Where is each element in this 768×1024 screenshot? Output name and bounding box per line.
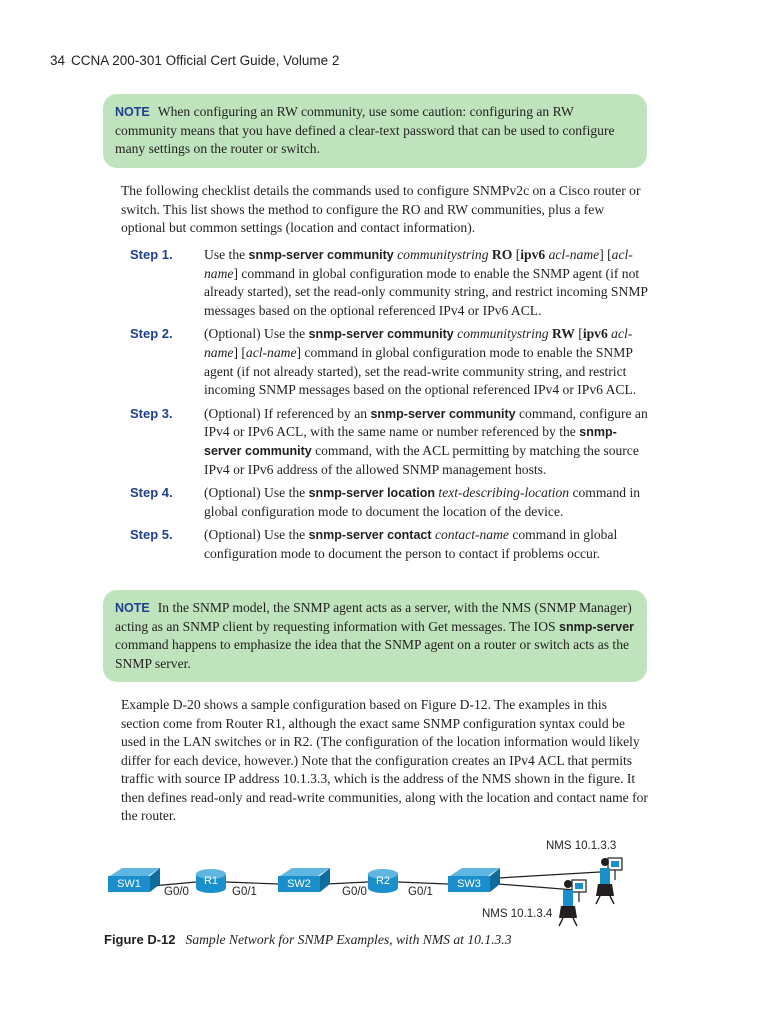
text-run: Use the xyxy=(204,247,249,262)
nms-workstation-icon-bottom xyxy=(559,880,586,926)
link-sw2-r2 xyxy=(326,882,368,884)
argument: text-describing-location xyxy=(438,485,570,501)
book-title: CCNA 200-301 Official Cert Guide, Volume 2 xyxy=(71,53,340,68)
text-run: ] command in global configuration mode to enable the SNMP agent (if not already started), set the read-only community string, and restrict incoming SNMP messages based on the optional referenced IPv4 or IPv6 ACL. xyxy=(204,265,648,318)
text-run: (Optional) Use the xyxy=(204,527,309,543)
keyword: ipv6 xyxy=(582,326,608,342)
interface-label-r1-g00: G0/0 xyxy=(164,886,189,898)
text-run: command, configure an IPv4 or IPv6 ACL, with the same name or number referenced by the xyxy=(204,405,648,440)
command: snmp-server community xyxy=(204,425,617,458)
device-label-r2: R2 xyxy=(375,875,391,887)
step-label: Step 2. xyxy=(130,326,173,342)
text-run: [ xyxy=(512,247,521,262)
link-r1-sw2 xyxy=(226,882,278,884)
argument: acl-name xyxy=(245,344,297,360)
page-header xyxy=(50,53,339,68)
link-sw3-nms-top xyxy=(498,872,600,878)
nms-label-bottom: NMS 10.1.3.4 xyxy=(482,908,553,920)
argument: communitystring xyxy=(457,326,549,342)
argument: communitystring xyxy=(397,247,489,262)
note-tag: NOTE xyxy=(115,105,150,119)
step-4 xyxy=(121,484,648,521)
note-text: When configuring an RW community, use some caution: configuring an RW community means that you have defined a clear-text password that can be used to configure many settings on the router or switch. xyxy=(115,104,615,156)
command: snmp-server xyxy=(559,619,635,634)
step-text xyxy=(204,325,648,399)
device-label-sw2: SW2 xyxy=(287,878,311,890)
text-run: command, with the ACL permitting by matching the source IPv4 or IPv6 address of the allowed SNMP management hosts. xyxy=(204,442,639,477)
nms-label-top: NMS 10.1.3.3 xyxy=(546,840,617,852)
command: snmp-server contact xyxy=(308,528,432,543)
note-tag: NOTE xyxy=(115,601,150,615)
command: snmp-server community xyxy=(308,327,454,342)
steps-list xyxy=(121,246,648,569)
network-figure xyxy=(100,838,660,934)
text-run: [ xyxy=(574,326,583,342)
command: snmp-server location xyxy=(308,486,436,501)
command: snmp-server community xyxy=(370,406,516,421)
example-paragraph: Example D-20 shows a sample configuration based on Figure D-12. The examples in this section come from Router R1, although the exact same SNMP configuration syntax could be used in the LAN switches or in R2. (The configuration of the location information would likely differ for each device, however.) Note that the configuration creates an IPv4 ACL that permits traffic with source IP address 10.1.3.3, which is the address of the NMS shown in the figure. It then defines read-only and read-write communities, along with the location and contact name for the router. xyxy=(121,697,648,823)
figure-title: Sample Network for SNMP Examples, with NMS at 10.1.3.3 xyxy=(185,932,512,947)
text-run: (Optional) If referenced by an xyxy=(204,405,371,421)
text-run: command happens to emphasize the idea that the SNMP agent on a router or switch acts as the SNMP server. xyxy=(115,637,630,671)
command: snmp-server community xyxy=(248,248,394,262)
step-1 xyxy=(121,246,648,320)
argument: contact-name xyxy=(434,527,509,543)
argument: acl-name xyxy=(204,247,633,281)
device-label-sw1: SW1 xyxy=(117,878,141,890)
step-label: Step 1. xyxy=(130,247,173,262)
keyword: RW xyxy=(551,326,575,342)
text-run: ] [ xyxy=(599,247,612,262)
text-run: (Optional) Use the xyxy=(204,326,309,342)
step-3 xyxy=(121,405,648,479)
text-run: command in global configuration mode to document the person to contact if problems occur. xyxy=(204,527,618,561)
argument: acl-name xyxy=(548,247,600,262)
note-snmp-model xyxy=(103,590,647,682)
argument: acl-name xyxy=(204,326,633,360)
figure-number: Figure D-12 xyxy=(104,932,176,947)
interface-label-r2-g01: G0/1 xyxy=(408,886,433,898)
step-text xyxy=(204,526,648,563)
text-run: ] command in global configuration mode to enable the SNMP agent (if not already started), set the read-write community string, and restrict incoming SNMP messages based on the optional referenced IPv4 or IPv6 ACL. xyxy=(204,344,637,398)
device-label-r1: R1 xyxy=(203,875,219,887)
step-text xyxy=(204,246,648,320)
text-run: command in global configuration mode to document the location of the device. xyxy=(204,485,641,519)
device-label-sw3: SW3 xyxy=(457,878,481,890)
step-label: Step 4. xyxy=(130,485,173,501)
text-run: ] [ xyxy=(233,344,246,360)
figure-caption xyxy=(104,932,512,948)
link-sw3-nms-bottom xyxy=(498,884,575,890)
intro-paragraph: The following checklist details the commands used to configure SNMPv2c on a Cisco router or switch. This list shows the method to configure the RO and RW communities, plus a few optional but common settings (location and contact information). xyxy=(121,183,641,235)
step-text xyxy=(204,405,648,479)
nms-workstation-icon-top xyxy=(596,858,622,904)
page-number: 34 xyxy=(50,53,66,68)
keyword: RO xyxy=(491,247,513,262)
note-rw-community xyxy=(103,94,647,168)
text-run: In the SNMP model, the SNMP agent acts as a server, with the NMS (SNMP Manager) acting as an SNMP client by requesting information with Get messages. The IOS xyxy=(115,600,632,634)
step-5 xyxy=(121,526,648,563)
interface-label-r1-g01: G0/1 xyxy=(232,886,257,898)
step-2 xyxy=(121,325,648,399)
keyword: ipv6 xyxy=(520,247,546,262)
link-r2-sw3 xyxy=(398,882,448,884)
step-label: Step 5. xyxy=(130,527,173,543)
step-text xyxy=(204,484,648,521)
step-label: Step 3. xyxy=(130,405,173,421)
interface-label-r2-g00: G0/0 xyxy=(342,886,367,898)
text-run: (Optional) Use the xyxy=(204,485,309,501)
